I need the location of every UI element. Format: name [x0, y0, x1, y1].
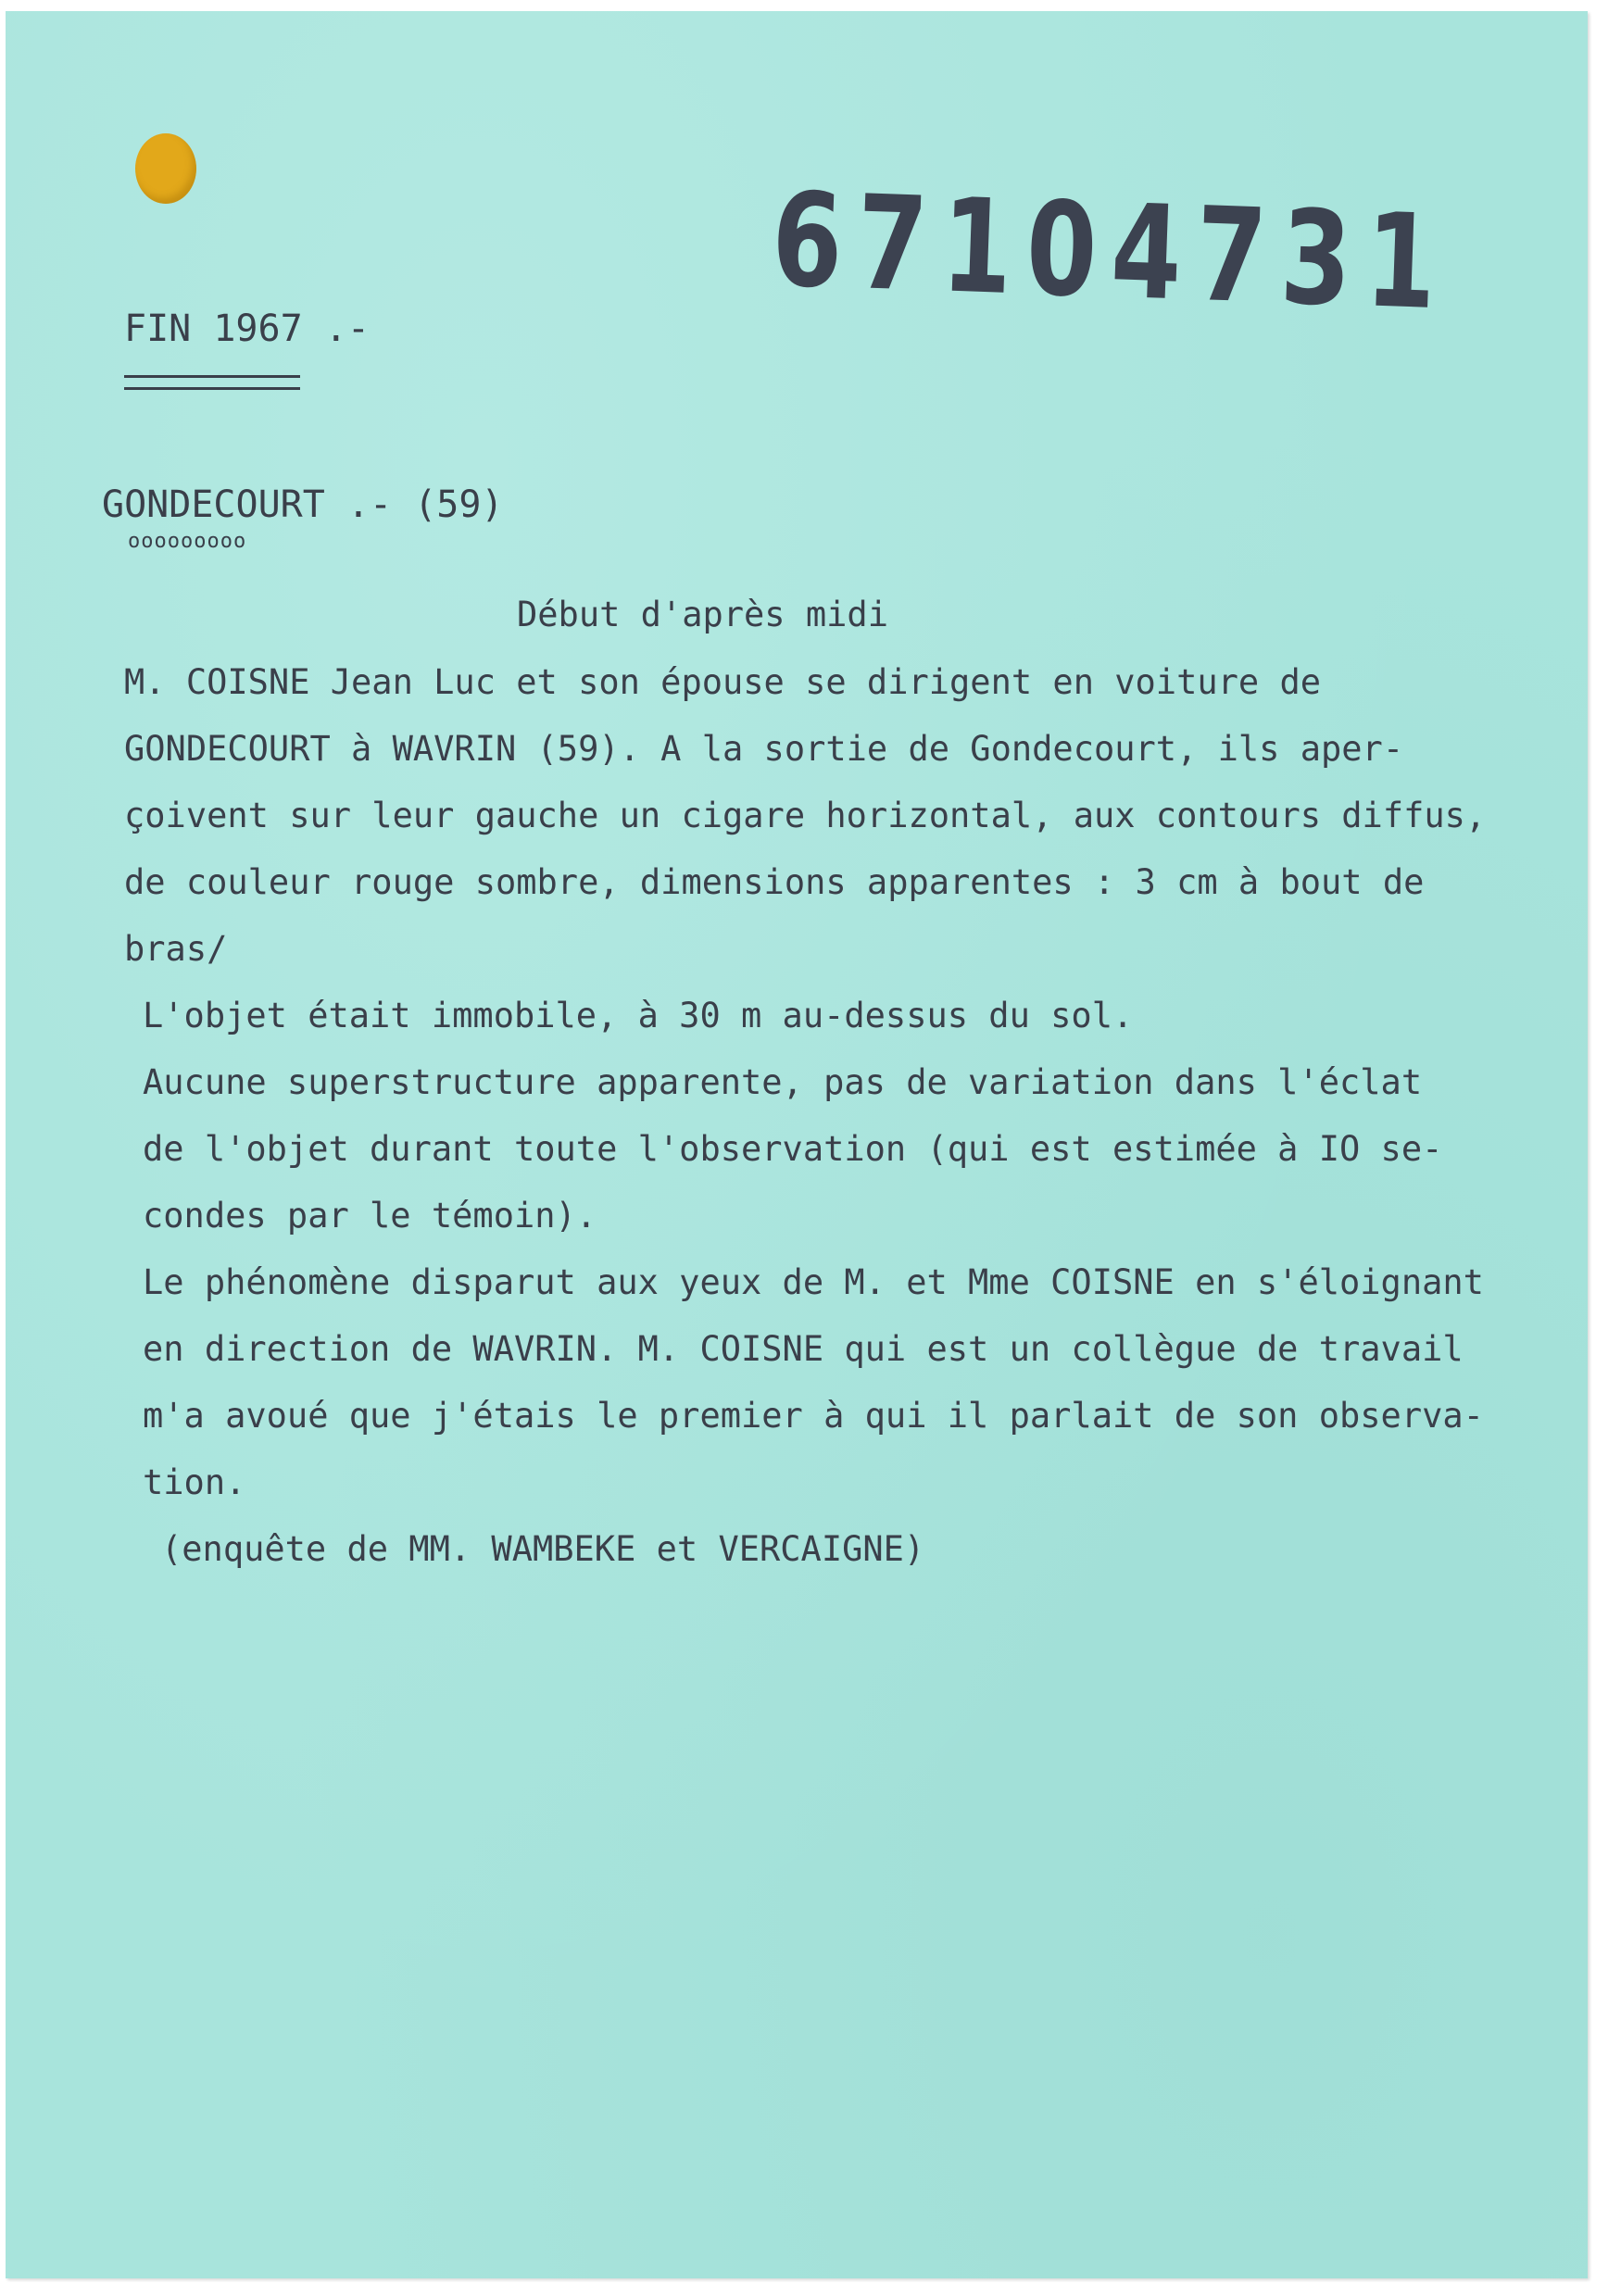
date-double-underline — [124, 375, 300, 390]
body-line: çoivent sur leur gauche un cigare horizontal, aux contours diffus, — [124, 796, 1487, 835]
body-line: L'objet était immobile, à 30 m au-dessus du sol. — [143, 996, 1134, 1035]
date-header: FIN 1967 .- — [124, 307, 370, 350]
body-line: Aucune superstructure apparente, pas de variation dans l'éclat — [143, 1062, 1423, 1102]
body-line: M. COISNE Jean Luc et son épouse se dirigent en voiture de — [124, 662, 1322, 702]
archive-stamp-number: 67104731 — [769, 165, 1453, 340]
investigators-note: (enquête de MM. WAMBEKE et VERCAIGNE) — [161, 1529, 925, 1569]
body-line: Le phénomène disparut aux yeux de M. et Mme COISNE en s'éloignant — [143, 1262, 1484, 1302]
yellow-dot-marker — [135, 133, 196, 204]
body-line: tion. — [143, 1462, 246, 1502]
body-line: de l'objet durant toute l'observation (qui est estimée à IO se- — [143, 1129, 1443, 1169]
body-line: en direction de WAVRIN. M. COISNE qui est un collègue de travail — [143, 1329, 1464, 1369]
document-page — [6, 11, 1588, 2278]
location-header: GONDECOURT .- (59) — [102, 483, 504, 526]
body-line: m'a avoué que j'étais le premier à qui il parlait de son observa- — [143, 1396, 1484, 1436]
body-line: GONDECOURT à WAVRIN (59). A la sortie de Gondecourt, ils aper- — [124, 729, 1404, 769]
body-line: condes par le témoin). — [143, 1196, 597, 1236]
time-of-day: Début d'après midi — [517, 595, 888, 634]
location-underline: ooooooooo — [128, 530, 247, 553]
body-line: de couleur rouge sombre, dimensions apparentes : 3 cm à bout de — [124, 862, 1425, 902]
body-line: bras/ — [124, 929, 228, 969]
